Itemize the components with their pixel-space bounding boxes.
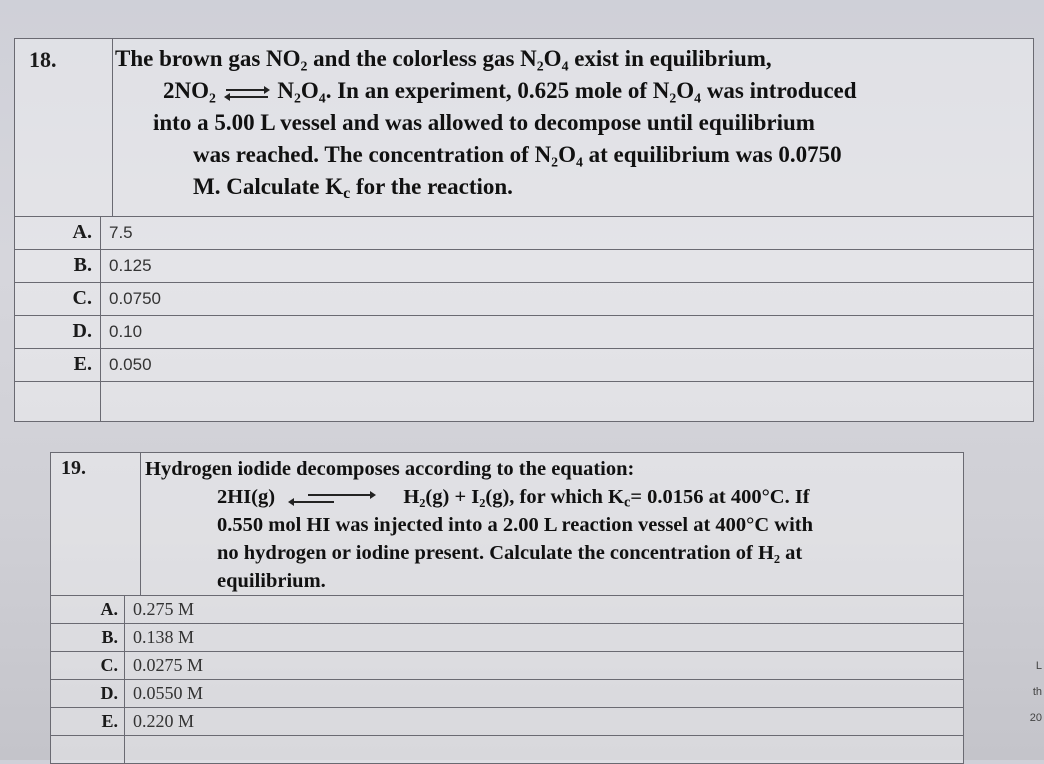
- question-19-table: [50, 452, 964, 764]
- choice-value: 0.10: [101, 316, 1034, 349]
- stem-line: 0.550 mol HI was injected into a 2.00 L reaction vessel at 400°C with: [217, 514, 814, 536]
- choice-value: 0.220 M: [125, 708, 964, 736]
- stem-line: equilibrium.: [217, 570, 326, 592]
- choice-row[interactable]: [51, 680, 964, 708]
- choice-value: 0.275 M: [125, 596, 964, 624]
- choice-value: 0.0275 M: [125, 652, 964, 680]
- choice-letter: A.: [15, 217, 101, 250]
- reactant: 2NO₂: [163, 78, 216, 103]
- blank-row: [51, 736, 964, 764]
- edge-fragment: 20: [1029, 712, 1042, 724]
- choice-value: 7.5: [101, 217, 1034, 250]
- stem-line: no hydrogen or iodine present. Calculate the concentration of H₂ at: [217, 542, 803, 564]
- choice-letter: D.: [51, 680, 125, 708]
- blank-row: [15, 382, 1034, 422]
- choice-value: 0.0750: [101, 283, 1034, 316]
- choice-value: 0.138 M: [125, 624, 964, 652]
- stem-text: H₂(g) + I₂(g), for which K: [403, 486, 624, 508]
- question-18-number-cell: [15, 39, 113, 217]
- stem-line: The brown gas NO₂ and the colorless gas N₂O₄ exist in equilibrium,: [115, 46, 772, 71]
- subscript: c: [623, 494, 631, 511]
- question-18-stem: [113, 39, 1034, 217]
- reactant: 2HI(g): [217, 486, 276, 508]
- stem-text: for the reaction.: [350, 174, 513, 199]
- question-number: 19.: [61, 457, 86, 479]
- choice-row[interactable]: [15, 250, 1034, 283]
- subscript: c: [343, 185, 351, 203]
- question-number: 18.: [29, 47, 57, 72]
- choice-row[interactable]: [15, 316, 1034, 349]
- choice-letter: E.: [15, 349, 101, 382]
- stem-text: = 0.0156 at 400°C. If: [630, 486, 810, 508]
- blank-cell: [15, 382, 101, 422]
- choice-letter: C.: [15, 283, 101, 316]
- edge-fragment: th: [1032, 686, 1042, 698]
- edge-fragment: L: [1035, 660, 1042, 672]
- choice-value: 0.0550 M: [125, 680, 964, 708]
- choice-row[interactable]: [15, 217, 1034, 250]
- choice-value: 0.125: [101, 250, 1034, 283]
- choice-letter: B.: [15, 250, 101, 283]
- blank-cell: [125, 736, 964, 764]
- question-19-number-cell: [51, 453, 141, 596]
- equilibrium-arrow-icon: [288, 489, 376, 507]
- question-19-stem: [141, 453, 964, 596]
- blank-cell: [51, 736, 125, 764]
- choice-row[interactable]: [51, 596, 964, 624]
- choice-letter: B.: [51, 624, 125, 652]
- stem-line: Hydrogen iodide decomposes according to the equation:: [145, 458, 635, 480]
- choice-value: 0.050: [101, 349, 1034, 382]
- stem-line: N₂O₄. In an experiment, 0.625 mole of N₂O₄ was introduced: [277, 78, 857, 103]
- stem-text: M. Calculate K: [193, 174, 344, 199]
- choice-letter: D.: [15, 316, 101, 349]
- choice-letter: E.: [51, 708, 125, 736]
- choice-row[interactable]: [15, 283, 1034, 316]
- stem-line: was reached. The concentration of N₂O₄ at equilibrium was 0.0750: [193, 142, 842, 167]
- question-18-table: [14, 38, 1034, 422]
- choice-row[interactable]: [15, 349, 1034, 382]
- blank-cell: [101, 382, 1034, 422]
- choice-row[interactable]: [51, 708, 964, 736]
- choice-row[interactable]: [51, 624, 964, 652]
- stem-line: into a 5.00 L vessel and was allowed to decompose until equilibrium: [153, 110, 815, 135]
- equilibrium-arrow-icon: [224, 84, 270, 102]
- choice-letter: A.: [51, 596, 125, 624]
- choice-row[interactable]: [51, 652, 964, 680]
- choice-letter: C.: [51, 652, 125, 680]
